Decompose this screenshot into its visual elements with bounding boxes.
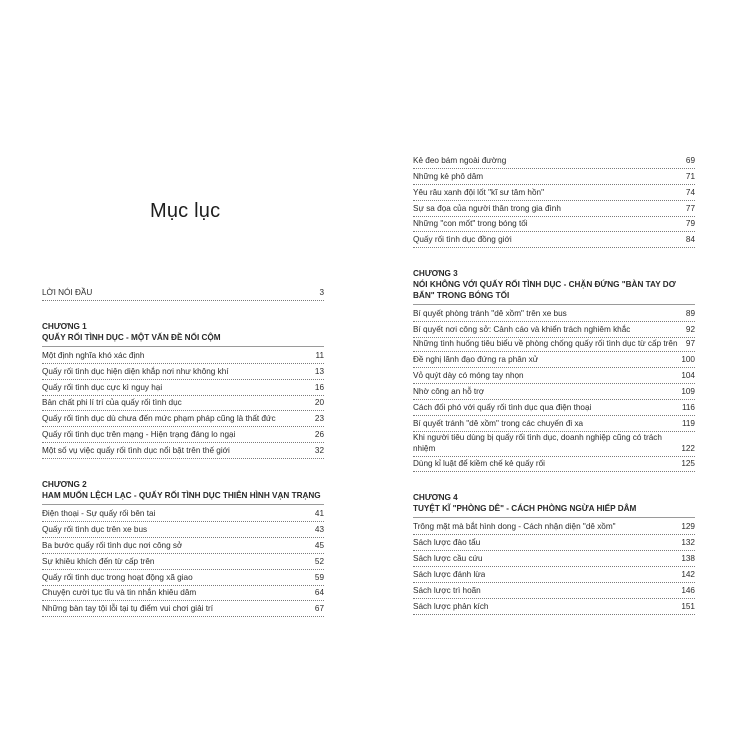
toc-entry-title: Đề nghị lãnh đạo đứng ra phân xử xyxy=(413,355,539,365)
chapter-label: CHƯƠNG 4 xyxy=(413,493,458,503)
toc-right-column xyxy=(413,153,695,615)
toc-entry[interactable] xyxy=(413,384,695,400)
toc-entry[interactable] xyxy=(413,432,695,457)
chapter-label: CHƯƠNG 3 xyxy=(413,269,458,279)
toc-entry-page: 59 xyxy=(314,572,324,582)
toc-entry[interactable] xyxy=(42,506,324,522)
toc-entry-page: 104 xyxy=(681,370,695,380)
toc-entry-title: Bí quyết nơi công sở: Cảnh cáo và khiển trách nghiêm khắc xyxy=(413,325,631,335)
toc-entry-title: Quấy rối tình dục trên xe bus xyxy=(42,524,148,534)
toc-entry[interactable] xyxy=(42,427,324,443)
toc-entry-title: Bí quyết tránh "dê xồm" trong các chuyến đi xa xyxy=(413,418,584,428)
toc-entry-title: Bí quyết phòng tránh "dê xồm" trên xe bus xyxy=(413,309,567,319)
toc-entry-page: 97 xyxy=(685,339,695,349)
toc-entry-page: 116 xyxy=(681,402,695,412)
toc-entry-page: 122 xyxy=(681,443,695,453)
toc-entry-title: Khi người tiêu dùng bị quấy rối tình dục, doanh nghiệp cũng có trách nhiệm xyxy=(413,432,662,453)
toc-entry[interactable] xyxy=(413,201,695,217)
toc-entry[interactable] xyxy=(42,380,324,396)
toc-entry-title: Sách lược cầu cứu xyxy=(413,554,483,564)
toc-entry-page: 20 xyxy=(314,398,324,408)
toc-entry-title: LỜI NÓI ĐẦU xyxy=(42,287,93,297)
toc-entry-title: Một định nghĩa khó xác định xyxy=(42,350,145,360)
toc-entry-title: Những bàn tay tội lỗi tại tụ điểm vui chơi giải trí xyxy=(42,604,214,614)
toc-entry-title: Quấy rối tình dục đồng giới xyxy=(413,235,512,245)
toc-entry[interactable] xyxy=(42,411,324,427)
toc-entry-page: 74 xyxy=(685,187,695,197)
toc-entry-page: 89 xyxy=(685,309,695,319)
toc-entry-page: 125 xyxy=(681,459,695,469)
toc-entry-title: Cách đối phó với quấy rối tình dục qua điện thoại xyxy=(413,402,592,412)
toc-entry-title: Trông mặt mà bắt hình dong - Cách nhận diện "dê xồm" xyxy=(413,522,616,532)
toc-entry[interactable] xyxy=(413,185,695,201)
toc-entry-page: 52 xyxy=(314,556,324,566)
toc-entry-title: Sách lược phản kích xyxy=(413,601,489,611)
toc-entry-page: 23 xyxy=(314,414,324,424)
toc-entry-page: 142 xyxy=(681,570,695,580)
toc-entry-page: 79 xyxy=(685,219,695,229)
toc-entry-page: 71 xyxy=(685,171,695,181)
toc-entry[interactable] xyxy=(413,567,695,583)
toc-entry-title: Một số vụ việc quấy rối tình dục nổi bật trên thế giới xyxy=(42,446,230,456)
toc-entry-title: Những "con mốt" trong bóng tối xyxy=(413,219,528,229)
toc-entry[interactable] xyxy=(413,457,695,473)
toc-entry-page: 119 xyxy=(681,418,695,428)
toc-entry-page: 100 xyxy=(681,355,695,365)
toc-entry-page: 45 xyxy=(314,540,324,550)
toc-entry[interactable] xyxy=(413,232,695,248)
toc-entry[interactable] xyxy=(413,599,695,615)
toc-entry[interactable] xyxy=(42,396,324,412)
toc-entry-page: 67 xyxy=(314,604,324,614)
toc-entry-title: Quấy rối tình dục dù chưa đến mức phạm pháp cũng là thất đức xyxy=(42,414,276,424)
toc-entry-title: Ba bước quấy rối tình dục nơi công sở xyxy=(42,540,183,550)
toc-entry-title: Sự khiêu khích đến từ cấp trên xyxy=(42,556,155,566)
toc-entry-title: Kẻ đeo bám ngoài đường xyxy=(413,155,507,165)
toc-entry-title: Nhờ công an hỗ trợ xyxy=(413,386,485,396)
toc-entry-title: Sự sa đọa của người thân trong gia đình xyxy=(413,203,561,213)
toc-entry-page: 151 xyxy=(681,601,695,611)
toc-entry-page: 146 xyxy=(681,585,695,595)
toc-entry-title: Vỏ quýt dày có móng tay nhọn xyxy=(413,370,524,380)
toc-entry[interactable] xyxy=(413,583,695,599)
toc-entry-title: Điện thoại - Sự quấy rối bên tai xyxy=(42,509,156,519)
toc-entry-title: Quấy rối tình dục trong hoạt động xã giao xyxy=(42,572,193,582)
toc-entry[interactable] xyxy=(413,153,695,169)
toc-entry[interactable] xyxy=(42,570,324,586)
toc-entry[interactable] xyxy=(42,348,324,364)
toc-entry-title: Bản chất phi lí trí của quấy rối tình dục xyxy=(42,398,182,408)
toc-entry-title: Những kẻ phô dâm xyxy=(413,171,484,181)
toc-entry[interactable] xyxy=(413,551,695,567)
toc-entry-page: 16 xyxy=(314,382,324,392)
chapter-title: NÓI KHÔNG VỚI QUẤY RỐI TÌNH DỤC - CHẶN ĐỨNG "BÀN TAY DƠ BẨN" TRONG BÓNG TỐI xyxy=(413,279,695,305)
toc-entry[interactable] xyxy=(413,169,695,185)
toc-entry-page: 13 xyxy=(314,366,324,376)
toc-entry[interactable] xyxy=(413,306,695,322)
toc-entry[interactable] xyxy=(413,338,695,352)
toc-entry-page: 109 xyxy=(681,386,695,396)
toc-entry-page: 26 xyxy=(314,430,324,440)
right-chapters xyxy=(413,268,695,614)
toc-entry-page: 11 xyxy=(315,350,324,360)
toc-entry[interactable] xyxy=(413,519,695,535)
toc-entry[interactable] xyxy=(42,586,324,602)
toc-entry-title: Quấy rối tình dục hiện diện khắp nơi như không khí xyxy=(42,366,229,376)
chapter-title: TUYỆT KĨ "PHÒNG DÊ" - CÁCH PHÒNG NGỪA HIẾP DÂM xyxy=(413,503,695,518)
toc-entry[interactable] xyxy=(42,538,324,554)
chapter-title: HAM MUỐN LỆCH LẠC - QUẤY RỐI TÌNH DỤC THIÊN HÌNH VẠN TRẠNG xyxy=(42,490,324,505)
toc-entry-title: Sách lược đào tẩu xyxy=(413,538,481,548)
continued-entries xyxy=(413,153,695,248)
chapter-label: CHƯƠNG 1 xyxy=(42,321,87,331)
toc-entry-page: 43 xyxy=(314,524,324,534)
toc-entry[interactable] xyxy=(413,368,695,384)
toc-entry-title: Những tình huống tiêu biểu về phòng chống quấy rối tình dục từ cấp trên xyxy=(413,339,678,349)
toc-entry-page: 132 xyxy=(681,538,695,548)
toc-left-column xyxy=(42,285,324,617)
toc-entry[interactable] xyxy=(413,400,695,416)
toc-entry-page: 64 xyxy=(314,588,324,598)
toc-entry[interactable] xyxy=(42,443,324,459)
toc-entry-page: 69 xyxy=(685,155,695,165)
toc-entry[interactable] xyxy=(413,352,695,368)
toc-entry-title: Quấy rối tình dục cực kì nguy hại xyxy=(42,382,163,392)
toc-entry-title: Sách lược đánh lừa xyxy=(413,570,486,580)
toc-entry-title: Yêu râu xanh đội lốt "kĩ sư tâm hồn" xyxy=(413,187,544,197)
toc-entry-page: 84 xyxy=(685,235,695,245)
toc-entry[interactable] xyxy=(413,217,695,233)
toc-entry[interactable] xyxy=(413,535,695,551)
toc-entry-page: 77 xyxy=(685,203,695,213)
toc-entry-preface[interactable] xyxy=(42,285,324,301)
page-title: Mục lục xyxy=(150,200,221,222)
toc-entry[interactable] xyxy=(413,416,695,432)
toc-entry[interactable] xyxy=(42,554,324,570)
toc-entry-page: 32 xyxy=(314,446,324,456)
toc-entry[interactable] xyxy=(42,364,324,380)
toc-entry-title: Dùng kỉ luật để kiềm chế kẻ quấy rối xyxy=(413,459,545,469)
toc-entry[interactable] xyxy=(413,322,695,338)
chapter-label: CHƯƠNG 2 xyxy=(42,480,87,490)
toc-entry-page: 41 xyxy=(314,509,324,519)
toc-entry-page: 138 xyxy=(681,554,695,564)
toc-entry-page: 129 xyxy=(681,522,695,532)
chapter-title: QUẤY RỐI TÌNH DỤC - MỘT VẤN ĐỀ NỔI CỘM xyxy=(42,332,324,347)
toc-entry-title: Sách lược trì hoãn xyxy=(413,585,481,595)
toc-entry-title: Quấy rối tình dục trên mạng - Hiện trạng đáng lo ngại xyxy=(42,430,236,440)
toc-entry-page: 92 xyxy=(685,325,695,335)
toc-entry[interactable] xyxy=(42,522,324,538)
toc-entry[interactable] xyxy=(42,601,324,617)
left-chapters xyxy=(42,321,324,617)
toc-entry-page: 3 xyxy=(319,287,324,297)
toc-entry-title: Chuyện cười tục tĩu và tin nhắn khiêu dâm xyxy=(42,588,197,598)
